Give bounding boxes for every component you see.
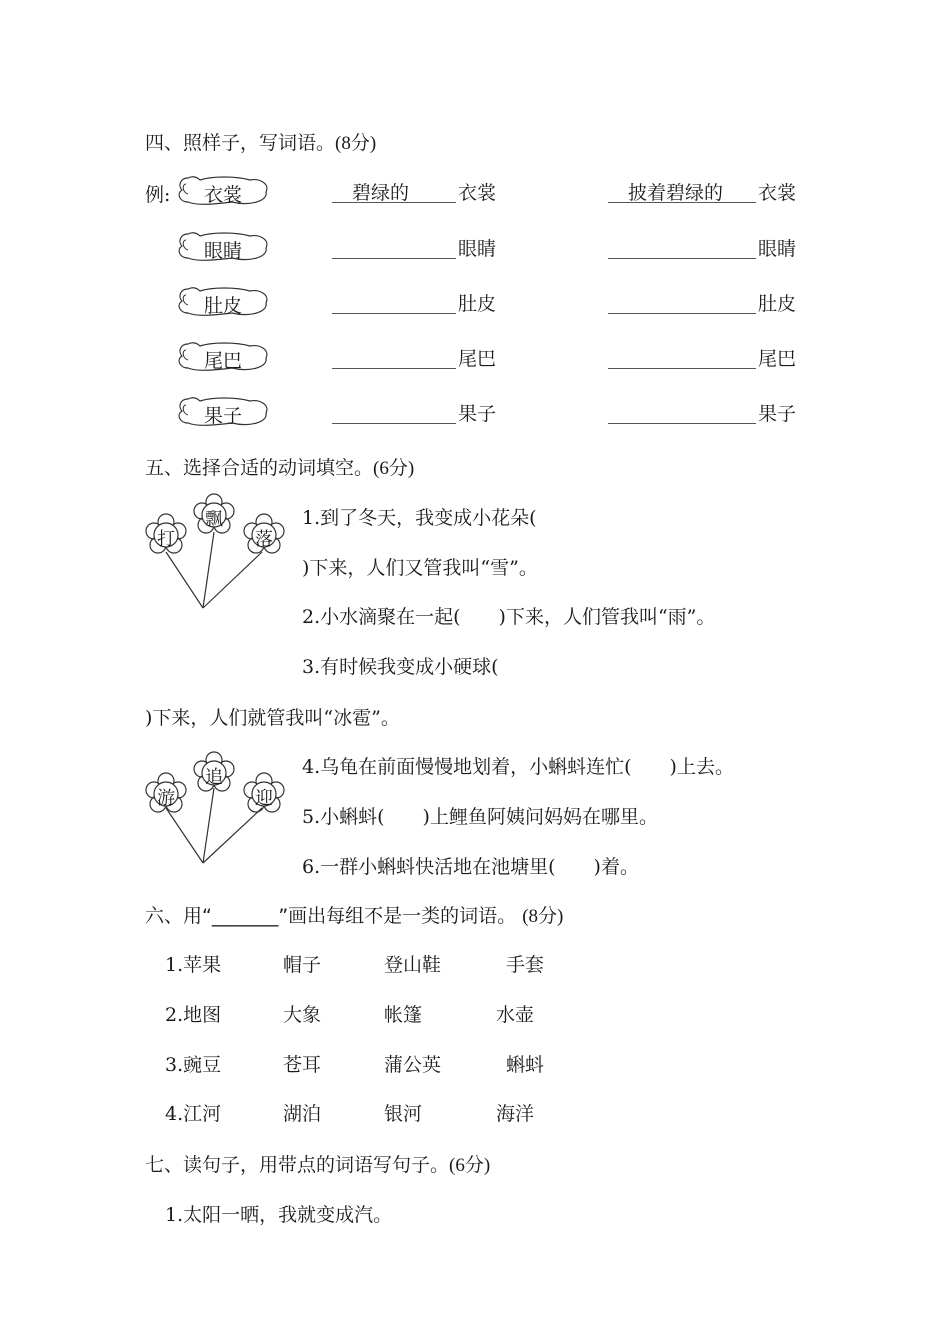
- s7-sentence-1: 1.太阳一晒，我就变成汽。: [165, 1204, 393, 1226]
- answer-fill-1: 碧绿的: [352, 182, 410, 204]
- noun-suffix-2: 衣裳: [758, 182, 797, 204]
- s5-line-1: 1.到了冬天，我变成小花朵(: [302, 507, 537, 529]
- word-option[interactable]: 手套: [506, 954, 545, 976]
- word-option[interactable]: 1.苹果: [165, 954, 222, 976]
- noun-cloud: [176, 283, 272, 323]
- section7-title: [145, 1150, 490, 1177]
- section6-title-text: 六、用“_______”画出每组不是一类的词语。: [145, 905, 517, 927]
- noun-suffix-1: 尾巴: [458, 348, 497, 370]
- flower1-word-right: 落: [255, 529, 273, 550]
- section4-title: [145, 128, 376, 155]
- s5-line-3: 3.有时候我变成小硬球(: [302, 656, 499, 678]
- word-option[interactable]: 帽子: [283, 954, 322, 976]
- flower2-word-right: 迎: [255, 788, 273, 809]
- noun-text: 果子: [204, 405, 243, 427]
- noun-suffix-1: 果子: [458, 403, 497, 425]
- flower1-word-top: 飘: [205, 509, 223, 530]
- word-option[interactable]: 银河: [384, 1103, 423, 1125]
- section6-title: [145, 901, 563, 928]
- answer-blank-1[interactable]: [332, 258, 456, 259]
- noun-cloud: [176, 338, 272, 378]
- noun-text: 衣裳: [204, 184, 243, 206]
- section4-points: (8分): [335, 133, 377, 154]
- section5-title: [145, 453, 414, 480]
- section7-title-text: 七、读句子，用带点的词语写句子。: [145, 1154, 450, 1176]
- s5-line-4: 4.乌龟在前面慢慢地划着，小蝌蚪连忙( )上去。: [302, 756, 734, 778]
- noun-text: 肚皮: [204, 295, 243, 317]
- word-option[interactable]: 登山鞋: [384, 954, 442, 976]
- noun-suffix-2: 肚皮: [758, 293, 797, 315]
- answer-blank-2[interactable]: [608, 423, 756, 424]
- section7-points: (6分): [449, 1155, 491, 1176]
- noun-suffix-2: 尾巴: [758, 348, 797, 370]
- noun-text: 尾巴: [204, 350, 243, 372]
- noun-suffix-1: 肚皮: [458, 293, 497, 315]
- word-option[interactable]: 2.地图: [165, 1004, 222, 1026]
- flower2-word-left: 游: [157, 788, 175, 809]
- section4-title-text: 四、照样子，写词语。: [145, 132, 336, 154]
- noun-cloud: [176, 228, 272, 268]
- answer-blank-1[interactable]: [332, 423, 456, 424]
- s5-line-6: 6.一群小蝌蚪快活地在池塘里( )着。: [302, 856, 639, 878]
- answer-fill-2: 披着碧绿的: [628, 182, 724, 204]
- word-option[interactable]: 苍耳: [283, 1054, 322, 1076]
- word-option[interactable]: 3.豌豆: [165, 1054, 222, 1076]
- word-option[interactable]: 蒲公英: [384, 1054, 442, 1076]
- s5-line-3b: )下来，人们就管我叫“冰雹”。: [145, 707, 400, 729]
- word-option[interactable]: 水壶: [496, 1004, 535, 1026]
- noun-text: 眼睛: [204, 240, 243, 262]
- answer-blank-2[interactable]: [608, 258, 756, 259]
- noun-suffix-1: 眼睛: [458, 238, 497, 260]
- section5-points: (6分): [373, 458, 415, 479]
- answer-blank-2[interactable]: [608, 313, 756, 314]
- answer-blank-1[interactable]: [332, 313, 456, 314]
- word-option[interactable]: 4.江河: [165, 1103, 222, 1125]
- word-option[interactable]: 湖泊: [283, 1103, 322, 1125]
- word-option[interactable]: 大象: [283, 1004, 322, 1026]
- answer-blank-1[interactable]: [332, 368, 456, 369]
- word-option[interactable]: 帐篷: [384, 1004, 423, 1026]
- answer-blank-2[interactable]: [608, 368, 756, 369]
- s5-line-1b: )下来，人们又管我叫“雪”。: [302, 557, 538, 579]
- s5-line-2: 2.小水滴聚在一起( )下来，人们管我叫“雨”。: [302, 606, 716, 628]
- example-label: 例:: [145, 184, 171, 206]
- noun-suffix-1: 衣裳: [458, 182, 497, 204]
- section6-points: (8分): [522, 906, 564, 927]
- noun-cloud: [176, 172, 272, 212]
- s5-line-5: 5.小蝌蚪( )上鲤鱼阿姨问妈妈在哪里。: [302, 806, 658, 828]
- flower2-word-top: 追: [205, 767, 223, 788]
- word-option[interactable]: 蝌蚪: [506, 1054, 545, 1076]
- flower1-word-left: 打: [157, 529, 175, 550]
- noun-suffix-2: 果子: [758, 403, 797, 425]
- noun-cloud: [176, 393, 272, 433]
- noun-suffix-2: 眼睛: [758, 238, 797, 260]
- section5-title-text: 五、选择合适的动词填空。: [145, 457, 374, 479]
- word-option[interactable]: 海洋: [496, 1103, 535, 1125]
